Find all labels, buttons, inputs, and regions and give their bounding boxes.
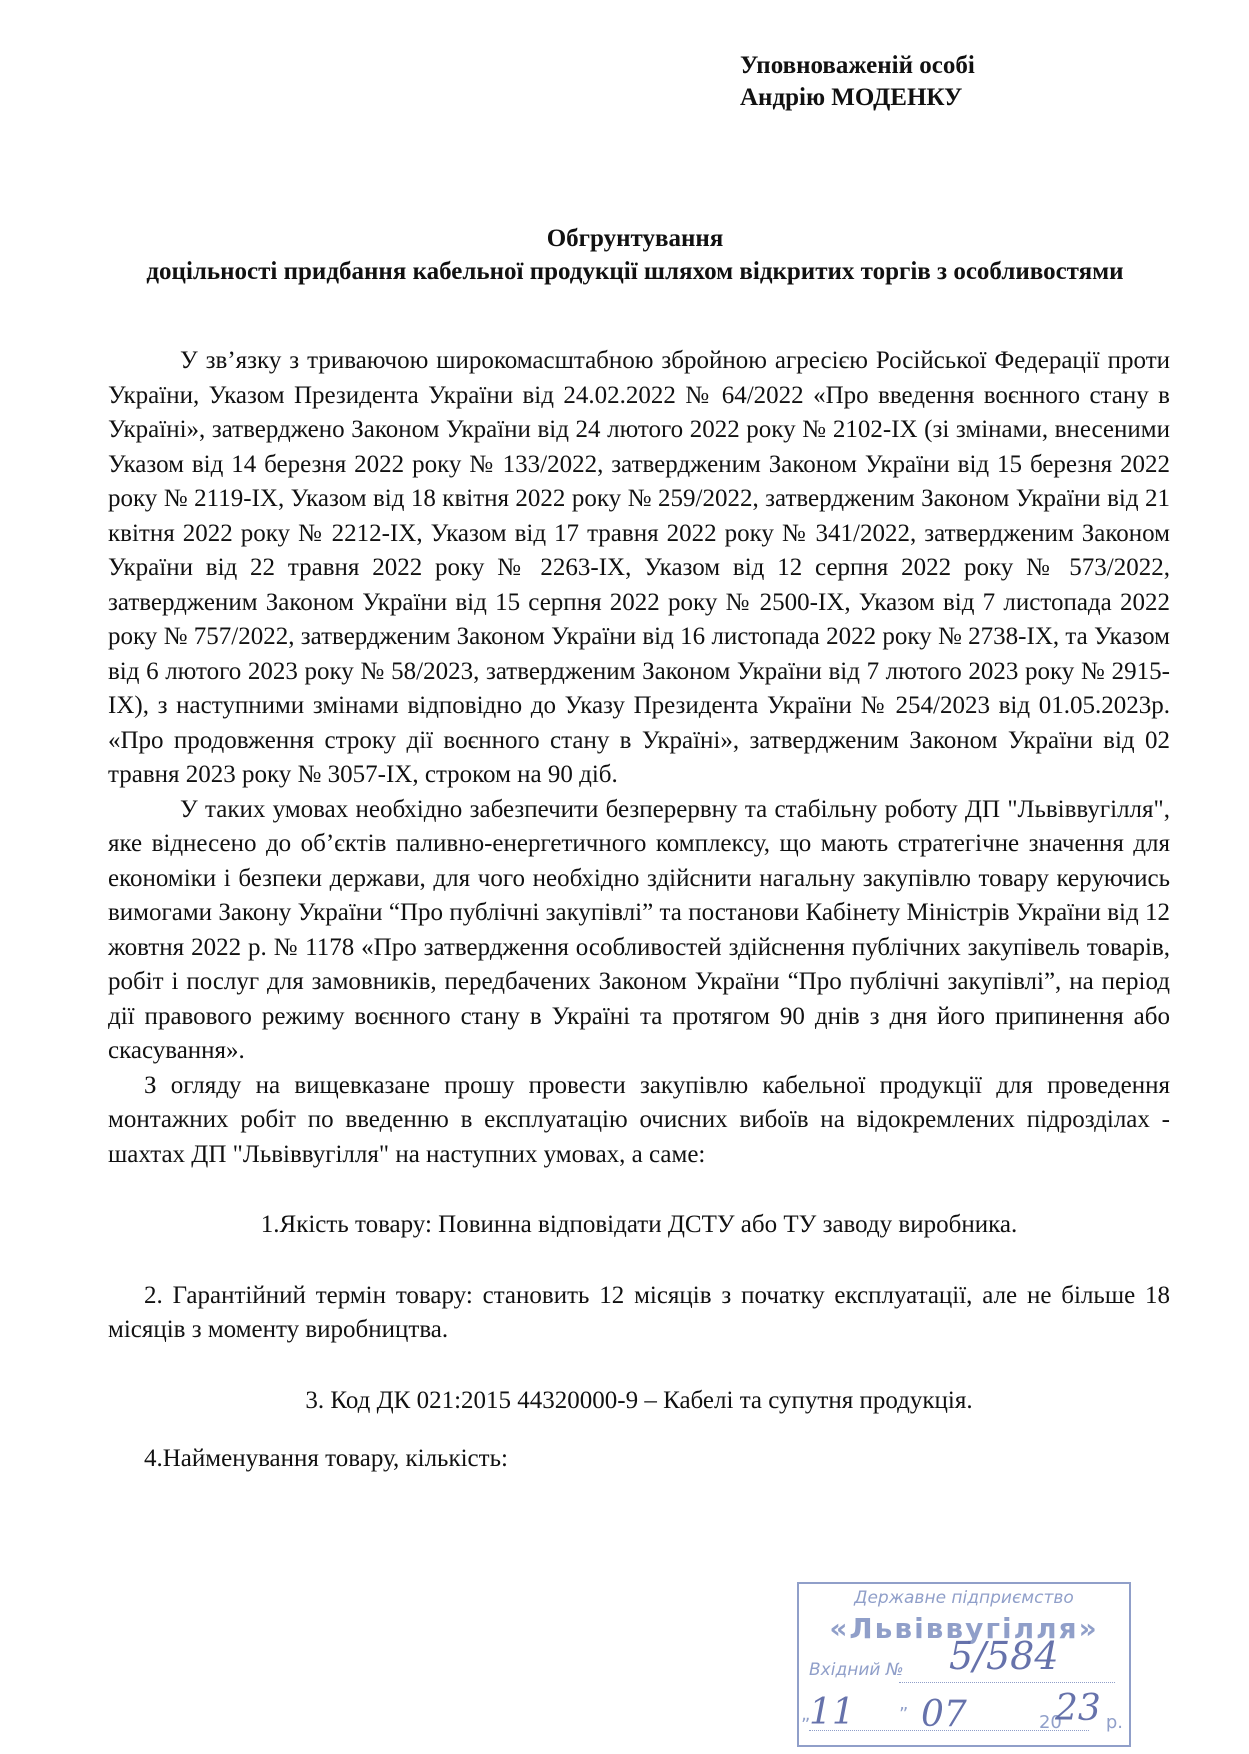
stamp-incoming-label: Вхідний № [809, 1660, 904, 1680]
stamp-quote-close: ” [899, 1704, 909, 1725]
stamp-month: 07 [921, 1694, 967, 1735]
addressee-block [740, 50, 975, 114]
stamp-quote-open: „ [801, 1704, 811, 1725]
list-item-dk-code: 3. Код ДК 021:2015 44320000-9 – Кабелі та супутня продукція. [305, 1386, 973, 1414]
document-body [108, 344, 1170, 1477]
document-title [110, 222, 1160, 288]
stamp-year-letter: р. [1105, 1712, 1123, 1733]
stamp-number-line [899, 1682, 1115, 1683]
stamp-year: 23 [1055, 1688, 1101, 1729]
paragraph-martial-law: У зв’язку з триваючою широкомасштабною збройною агресією Російської Федерації проти України, Указом Президента України від 24.02.2022 № 64/2022 «Про введення воєнного стану в Україні», затверджено Законом України від 24 лютого 2022 року № 2102-IX (зі змінами, внесеними Указом від 14 березня 2022 року № 133/2022, затвердженим Законом України від 15 березня 2022 року № 2119-IX, Указом від 18 квітня 2022 року № 259/2022, затвердженим Законом України від 21 квітня 2022 року № 2212-IX, Указом від 17 травня 2022 року № 341/2022, затвердженим Законом України від 22 травня 2022 року № 2263-IX, Указом від 12 серпня 2022 року № 573/2022, затвердженим Законом України від 15 серпня 2022 року № 2500-IX, Указом від 7 листопада 2022 року № 757/2022, затвердженим Законом України від 16 листопада 2022 року № 2738-IX, та Указом від 6 лютого 2023 року № 58/2023, затвердженим Законом України від 7 лютого 2023 року № 2915-IX), з наступними змінами відповідно до Указу Президента України № 254/2023 від 01.05.2023р. «Про продовження строку дії воєнного стану в Україні», затвердженим Законом України від 02 травня 2023 року № 3057-IX, строком на 90 діб. [108, 347, 1170, 788]
addressee-name: Андрію МОДЕНКУ [740, 84, 963, 111]
addressee-position: Уповноваженій особі [740, 52, 975, 79]
paragraph-request: З огляду на вищевказане прошу провести закупівлю кабельної продукції для проведення монтажних робіт по введенню в експлуатацію очисних вибоїв на відокремлених підрозділах - шахтах ДП "Львіввугілля" на наступних умовах, а саме: [108, 1071, 1170, 1168]
title-line-1: Обгрунтування [546, 225, 724, 252]
title-line-2: доцільності придбання кабельної продукції шляхом відкритих торгів з особливостями [146, 258, 1124, 285]
stamp-org-type: Державне підприємство [854, 1588, 1074, 1608]
paragraph-conditions: У таких умовах необхідно забезпечити безперервну та стабільну роботу ДП "Львіввугілля", яке віднесено до об’єктів паливно-енергетичного комплексу, що мають стратегічне значення для економіки і безпеки держави, для чого необхідно здійснити нагальну закупівлю товару керуючись вимогами Закону України “Про публічні закупівлі” та постанови Кабінету Міністрів України від 12 жовтня 2022 р. № 1178 «Про затвердження особливостей здійснення публічних закупівель товарів, робіт і послуг для замовників, передбачених Законом України “Про публічні закупівлі”, на період дії правового режиму воєнного стану в Україні та протягом 90 днів з дня його припинення або скасування». [108, 795, 1170, 1064]
list-item-warranty: 2. Гарантійний термін товару: становить 12 місяців з початку експлуатації, але не більше 18 місяців з моменту виробництва. [108, 1281, 1170, 1343]
stamp-year-prefix: 20 [1038, 1712, 1062, 1733]
registration-stamp [797, 1582, 1131, 1747]
stamp-incoming-number: 5/584 [949, 1634, 1059, 1678]
list-item-quality: 1.Якість товару: Повинна відповідати ДСТУ або ТУ заводу виробника. [260, 1211, 1018, 1238]
stamp-org-name: «Львіввугілля» [829, 1612, 1099, 1645]
stamp-day: 11 [809, 1692, 855, 1733]
list-item-name-quantity: 4.Найменування товару, кількість: [144, 1445, 508, 1472]
